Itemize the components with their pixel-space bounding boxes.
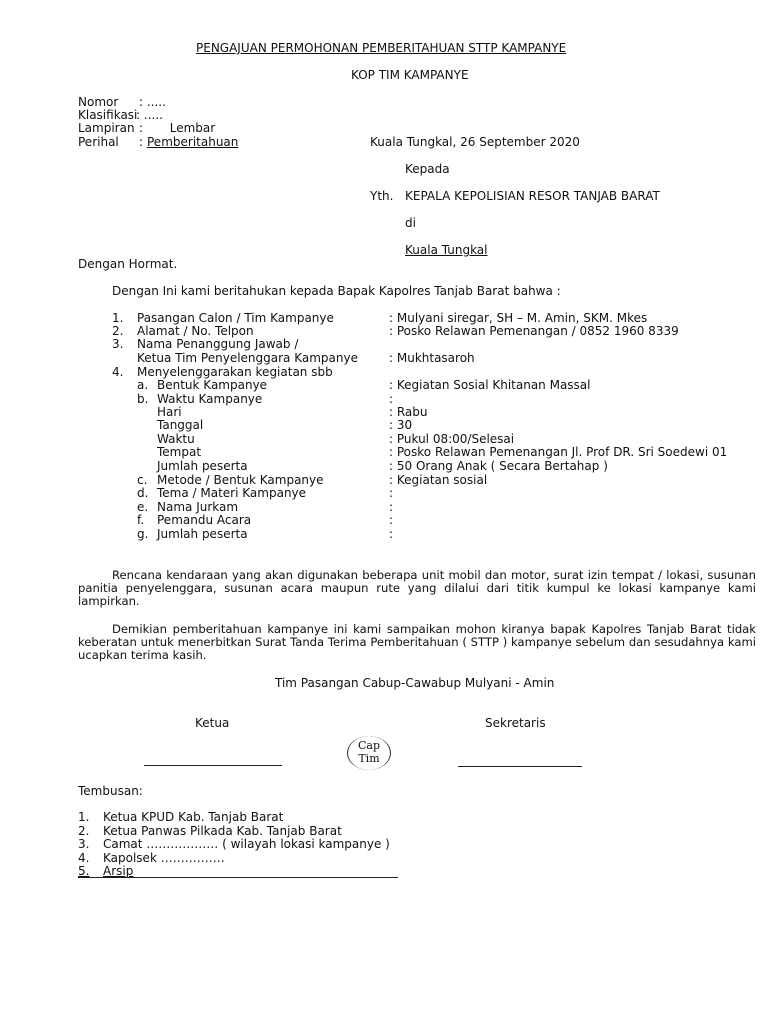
document-title: PENGAJUAN PERMOHONAN PEMBERITAHUAN STTP KAMPANYE: [196, 41, 567, 55]
subitem-letter: a.: [137, 378, 149, 392]
item-value: : Mukhtasaroh: [389, 351, 475, 365]
team-name: Tim Pasangan Cabup-Cawabup Mulyani - Amin: [275, 676, 555, 690]
lampiran-label: Lampiran: [78, 121, 135, 135]
sekretaris-signature-line: [458, 766, 582, 767]
tembusan-number: 1.: [78, 810, 90, 824]
stamp-line-2: Tim: [358, 752, 380, 765]
kop-text: KOP TIM KAMPANYE: [351, 68, 469, 82]
item-number: 2.: [112, 324, 124, 338]
subitem-value: :: [389, 392, 394, 406]
item-number: 3.: [112, 337, 124, 351]
tembusan-number: 4.: [78, 851, 90, 865]
item-label: Pasangan Calon / Tim Kampanye: [137, 311, 334, 325]
item-number: 1.: [112, 311, 124, 325]
perihal-value: Pemberitahuan: [147, 135, 239, 149]
subitem-letter: c.: [137, 473, 148, 487]
subitem-value: :: [389, 527, 394, 541]
item-value: : Posko Relawan Pemenangan / 0852 1960 8339: [389, 324, 679, 338]
di-text: di: [405, 216, 416, 230]
subitem-value: : Kegiatan sosial: [389, 473, 488, 487]
subitem-label: Jumlah peserta: [157, 527, 248, 541]
stamp-mark: [347, 736, 391, 770]
item-number: 4.: [112, 365, 124, 379]
subitem-label: Bentuk Kampanye: [157, 378, 268, 392]
stamp-line-1: Cap: [357, 739, 381, 752]
perihal-colon: :: [139, 135, 144, 149]
arsip-underline: [78, 877, 398, 878]
tembusan-item: Ketua KPUD Kab. Tanjab Barat: [103, 810, 284, 824]
subitem-label: Pemandu Acara: [157, 513, 252, 527]
tembusan-label: Tembusan:: [78, 784, 143, 798]
item-label: Alamat / No. Telpon: [137, 324, 254, 338]
subitem-label: Hari: [157, 405, 182, 419]
paragraph-vehicles: Rencana kendaraan yang akan digunakan beberapa unit mobil dan motor, surat izin tempat / lokasi, susunan panitia penyelenggara, susunan acara maupun rute yang dilalui dari titik kumpul ke lokasi kampanye kami lampirkan.: [78, 568, 756, 608]
subitem-label: Tempat: [157, 445, 202, 459]
tembusan-number: 3.: [78, 837, 90, 851]
recipient-text: KEPALA KEPOLISIAN RESOR TANJAB BARAT: [405, 189, 660, 203]
subitem-letter: f.: [137, 513, 145, 527]
tembusan-item: Camat ……………… ( wilayah lokasi kampanye ): [103, 837, 390, 851]
subitem-value: : Kegiatan Sosial Khitanan Massal: [389, 378, 591, 392]
lampiran-value: : Lembar: [139, 121, 216, 135]
intro-text: Dengan Ini kami beritahukan kepada Bapak Kapolres Tanjab Barat bahwa :: [112, 284, 561, 298]
tembusan-number: 2.: [78, 824, 90, 838]
klasifikasi-label: Klasifikasi: [78, 108, 138, 122]
item-label: Ketua Tim Penyelenggara Kampanye: [137, 351, 358, 365]
tembusan-number: 5.: [78, 864, 90, 878]
subitem-value: : 50 Orang Anak ( Secara Bertahap ): [389, 459, 608, 473]
subitem-label: Tanggal: [157, 418, 204, 432]
ketua-signature-line: [144, 765, 282, 766]
paragraph-closing: Demikian pemberitahuan kampanye ini kami sampaikan mohon kiranya bapak Kapolres Tanjab Barat tidak keberatan untuk menerbitkan Surat Tanda Terima Pemberitahuan ( STTP ) kampanye sebelum dan sesudahnya kami ucapkan terima kasih.: [78, 622, 756, 662]
item-value: : Mulyani siregar, SH – M. Amin, SKM. Mkes: [389, 311, 648, 325]
nomor-label: Nomor: [78, 95, 119, 109]
subitem-letter: e.: [137, 500, 149, 514]
subitem-letter: g.: [137, 527, 149, 541]
subitem-letter: d.: [137, 486, 149, 500]
subitem-value: : Posko Relawan Pemenangan Jl. Prof DR. Sri Soedewi 01: [389, 445, 728, 459]
subitem-label: Tema / Materi Kampanye: [157, 486, 307, 500]
klasifikasi-value: : .....: [136, 108, 163, 122]
item-label: Menyelenggarakan kegiatan sbb: [137, 365, 333, 379]
sekretaris-label: Sekretaris: [485, 716, 546, 730]
kepada-text: Kepada: [405, 162, 450, 176]
subitem-label: Jumlah peserta: [157, 459, 248, 473]
recipient-city: Kuala Tungkal: [405, 243, 488, 257]
subitem-value: : 30: [389, 418, 413, 432]
subitem-value: :: [389, 486, 394, 500]
ketua-label: Ketua: [195, 716, 230, 730]
subitem-value: :: [389, 513, 394, 527]
subitem-label: Waktu Kampanye: [157, 392, 263, 406]
greeting: Dengan Hormat.: [78, 257, 178, 271]
yth-text: Yth.: [370, 189, 394, 203]
subitem-label: Metode / Bentuk Kampanye: [157, 473, 324, 487]
perihal-label: Perihal: [78, 135, 119, 149]
nomor-value: : .....: [139, 95, 166, 109]
tembusan-item: Arsip: [103, 864, 134, 878]
subitem-value: : Pukul 08:00/Selesai: [389, 432, 515, 446]
subitem-label: Nama Jurkam: [157, 500, 239, 514]
place-date: Kuala Tungkal, 26 September 2020: [370, 135, 580, 149]
item-label: Nama Penanggung Jawab /: [137, 337, 299, 351]
subitem-value: :: [389, 500, 394, 514]
tembusan-item: Kapolsek …………….: [103, 851, 225, 865]
subitem-value: : Rabu: [389, 405, 428, 419]
tembusan-item: Ketua Panwas Pilkada Kab. Tanjab Barat: [103, 824, 342, 838]
subitem-letter: b.: [137, 392, 149, 406]
subitem-label: Waktu: [157, 432, 195, 446]
